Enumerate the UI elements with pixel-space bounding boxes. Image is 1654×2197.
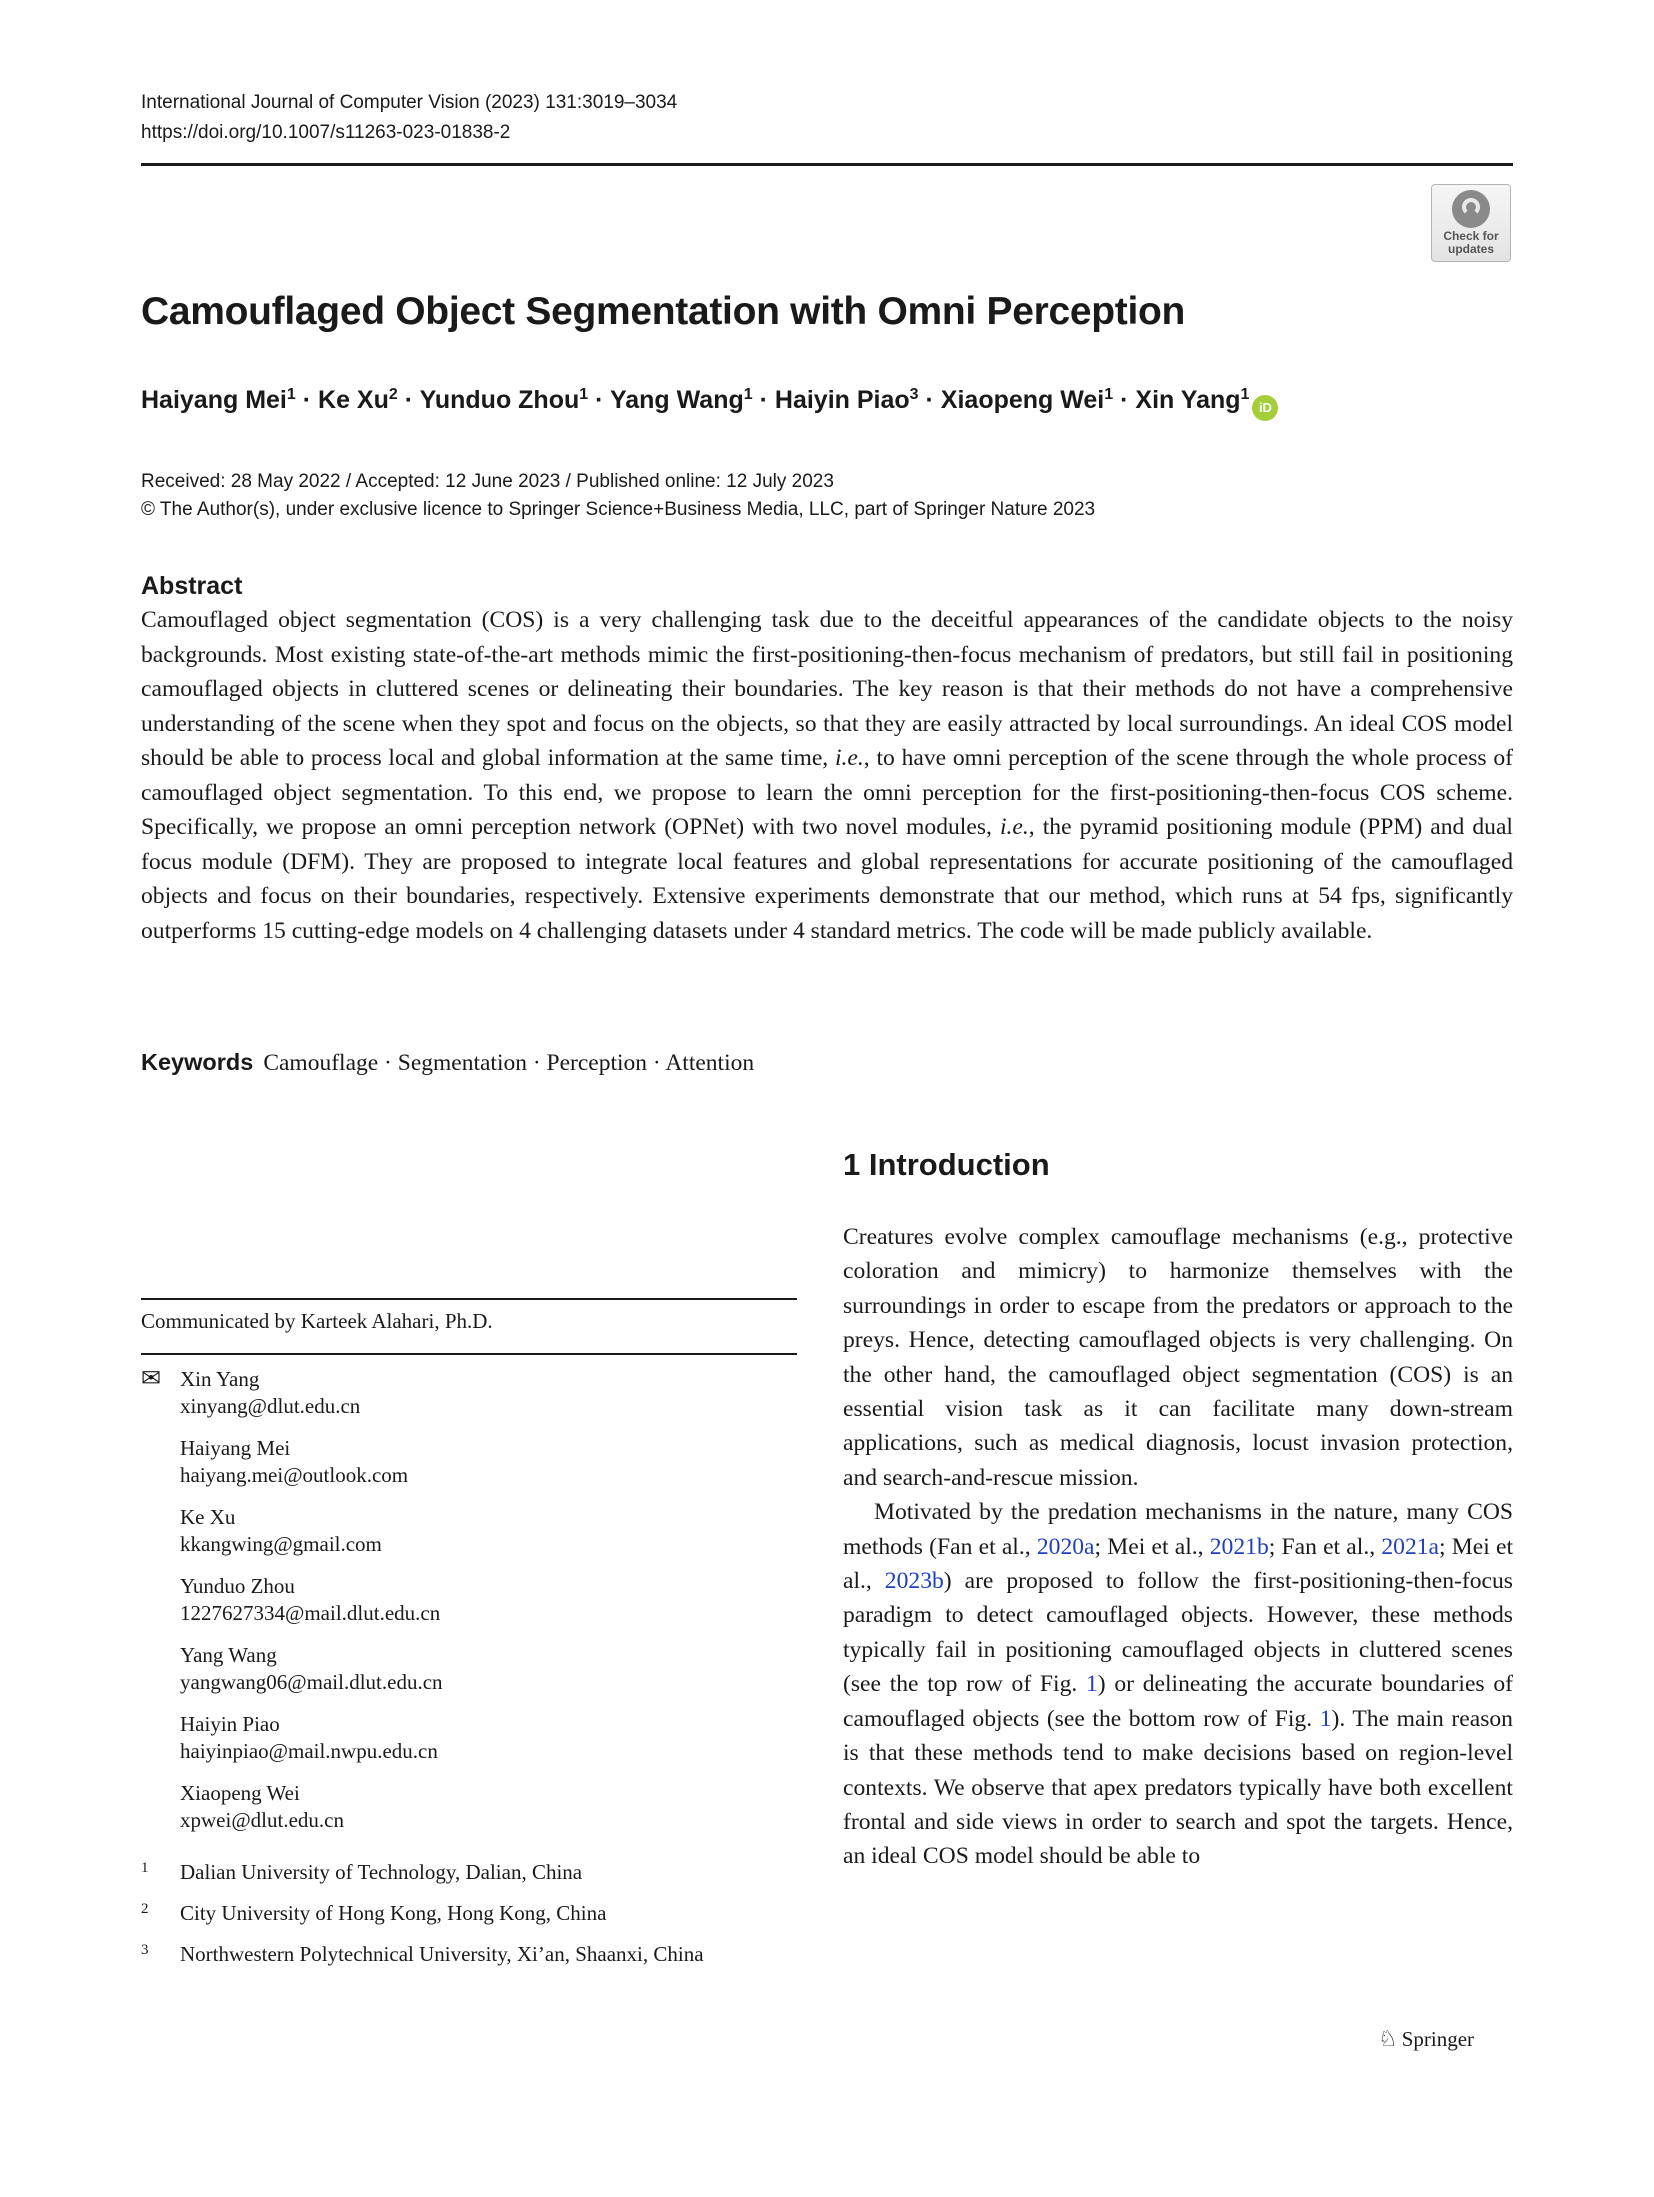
doi-link[interactable]: https://doi.org/10.1007/s11263-023-01838-2 <box>141 122 511 143</box>
citation-link[interactable]: 2021b <box>1209 1533 1269 1560</box>
intro-paragraph-1: Creatures evolve complex camouflage mechanisms (e.g., protective coloration and mimicry) to harmonize themselves with the surroundings in order to escape from the predators or approach to the preys. Hence, detecting camouflaged objects is very challenging. On the other hand, the camouflaged object segmentation (COS) is an essential vision task as it can facilitate many down-stream applications, such as medical diagnosis, locust invasion protection, and search-and-rescue mission. <box>843 1224 1513 1491</box>
author-name: Yunduo Zhou <box>419 386 580 414</box>
journal-citation: International Journal of Computer Vision (2023) 131:3019–3034 <box>141 92 678 113</box>
abstract-heading: Abstract <box>141 572 243 600</box>
author-affiliation-mark: 1 <box>743 386 753 403</box>
abstract-ie-2: i.e. <box>999 814 1029 840</box>
keywords-list: Camouflage · Segmentation · Perception · Attention <box>263 1050 755 1076</box>
intro-paragraph-2 <box>843 1495 1513 1873</box>
footnote-rule-top <box>141 1298 797 1300</box>
affiliations <box>141 1859 841 1982</box>
figure-link[interactable]: 1 <box>1085 1671 1098 1698</box>
citation-link[interactable]: 2020a <box>1036 1533 1095 1560</box>
author-name: Xin Yang <box>1135 386 1241 414</box>
contact-name: Xiaopeng Wei <box>180 1781 300 1805</box>
intro-text-span: ) are proposed to follow the first-positioning-then-focus paradigm to detect camouflaged objects. However, these methods typically fail in positioning camouflaged objects in cluttered scenes (see the top row of Fig. <box>843 1568 1513 1698</box>
affiliation-text: Dalian University of Technology, Dalian, China <box>180 1860 583 1884</box>
author-affiliation-mark: 3 <box>909 386 919 403</box>
footnote-rule-bottom <box>141 1353 797 1355</box>
intro-text-span: ; Mei et al., <box>1094 1533 1210 1560</box>
journal-header <box>141 88 677 148</box>
header-rule <box>141 163 1513 166</box>
envelope-icon: ✉ <box>141 1366 162 1392</box>
introduction-body <box>843 1220 1513 1874</box>
contact-email[interactable]: kkangwing@gmail.com <box>180 1532 382 1556</box>
keywords <box>141 1049 754 1077</box>
contact-entry <box>141 1573 801 1642</box>
author-list <box>141 386 1278 421</box>
contact-entry <box>141 1642 801 1711</box>
section-heading-introduction: 1 Introduction <box>843 1147 1050 1182</box>
figure-link[interactable]: 1 <box>1319 1705 1332 1732</box>
author-affiliation-mark: 2 <box>388 386 398 403</box>
check-updates-icon <box>1452 190 1490 228</box>
contact-entry <box>141 1435 801 1504</box>
author-name: Ke Xu <box>318 386 389 414</box>
author-separator: · <box>302 386 312 414</box>
springer-horse-icon: ♘ <box>1378 2026 1398 2051</box>
contact-name: Xin Yang <box>180 1367 260 1391</box>
abstract-body <box>141 603 1513 948</box>
author-affiliation-mark: 1 <box>1104 386 1114 403</box>
copyright-line: © The Author(s), under exclusive licence to Springer Science+Business Media, LLC, part of Springer Nature 2023 <box>141 499 1096 520</box>
author-separator: · <box>925 386 934 414</box>
abstract-text-1: Camouflaged object segmentation (COS) is a very challenging task due to the deceitful appearances of the candidate objects to the noisy backgrounds. Most existing state-of-the-art methods mimic the first-positioning-then-focus mechanism of predators, but still fail in positioning camouflaged objects in cluttered scenes or delineating their boundaries. The key reason is that their methods do not have a comprehensive understanding of the scene when they spot and focus on the objects, so that they are easily attracted by local surroundings. An ideal COS model should be able to process local and global information at the same time, <box>141 607 1513 771</box>
affiliation-number: 3 <box>141 1942 149 1958</box>
affiliation-entry <box>141 1941 841 1982</box>
intro-text-span: ). The main reason is that these methods tend to make decisions based on region-level contexts. We observe that apex predators typically have both excellent frontal and side views in order to search and spot the targets. Hence, an ideal COS model should be able to <box>843 1705 1513 1870</box>
intro-text-span: Motivated by the predation mechanisms in the nature, many COS methods (Fan et al., <box>843 1499 1513 1560</box>
author-separator: · <box>759 386 768 414</box>
author-separator: · <box>404 386 414 414</box>
contact-name: Ke Xu <box>180 1505 236 1529</box>
author-name: Yang Wang <box>609 386 744 414</box>
publication-dates <box>141 468 1095 524</box>
author-separator: · <box>595 386 604 414</box>
contact-name: Haiyin Piao <box>180 1712 280 1736</box>
contact-email[interactable]: xinyang@dlut.edu.cn <box>180 1394 361 1418</box>
author-separator: · <box>1120 386 1129 414</box>
affiliation-number: 1 <box>141 1860 149 1876</box>
paper-title: Camouflaged Object Segmentation with Omni Perception <box>141 290 1186 333</box>
author-contacts <box>141 1366 801 1849</box>
contact-email[interactable]: haiyinpiao@mail.nwpu.edu.cn <box>180 1739 438 1763</box>
communicated-by: Communicated by Karteek Alahari, Ph.D. <box>141 1309 493 1333</box>
affiliation-text: Northwestern Polytechnical University, Xi’an, Shaanxi, China <box>180 1942 704 1966</box>
history-line: Received: 28 May 2022 / Accepted: 12 June 2023 / Published online: 12 July 2023 <box>141 471 834 492</box>
contact-entry <box>141 1711 801 1780</box>
publisher-name: Springer <box>1401 2027 1475 2051</box>
author-name: Haiyin Piao <box>774 386 910 414</box>
badge-line-1: Check for <box>1443 229 1499 243</box>
keywords-label: Keywords <box>141 1049 254 1075</box>
intro-text-span: ; Mei et al., <box>843 1533 1514 1595</box>
contact-name: Yunduo Zhou <box>180 1574 295 1598</box>
affiliation-number: 2 <box>141 1901 149 1917</box>
contact-email[interactable]: xpwei@dlut.edu.cn <box>180 1808 344 1832</box>
author-affiliation-mark: 1 <box>286 386 296 403</box>
contact-entry <box>141 1780 801 1849</box>
contact-entry <box>141 1366 801 1435</box>
contact-email[interactable]: yangwang06@mail.dlut.edu.cn <box>180 1670 443 1694</box>
abstract-ie-1: i.e. <box>834 745 864 771</box>
affiliation-entry <box>141 1900 841 1941</box>
contact-email[interactable]: haiyang.mei@outlook.com <box>180 1463 409 1487</box>
badge-line-2: updates <box>1447 242 1494 256</box>
publisher-logo <box>1378 2026 1474 2052</box>
intro-text-span: ) or delineating the accurate boundaries of camouflaged objects (see the bottom row of Fig. <box>843 1671 1513 1732</box>
author-name: Haiyang Mei <box>141 386 287 414</box>
contact-name: Yang Wang <box>180 1643 277 1667</box>
orcid-icon[interactable]: iD <box>1252 395 1278 421</box>
abstract-text-3: , the pyramid positioning module (PPM) and dual focus module (DFM). They are proposed to integrate local features and global representations for accurate positioning of the camouflaged objects and focus on their boundaries, respectively. Extensive experiments demonstrate that our method, which runs at 54 fps, significantly outperforms 15 cutting-edge models on 4 challenging datasets under 4 standard metrics. The code will be made publicly available. <box>141 814 1513 944</box>
abstract-text-2: , to have omni perception of the scene through the whole process of camouflaged object segmentation. To this end, we propose to learn the omni perception for the first-positioning-then-focus COS scheme. Specifically, we propose an omni perception network (OPNet) with two novel modules, <box>141 745 1513 840</box>
affiliation-text: City University of Hong Kong, Hong Kong, China <box>180 1901 607 1925</box>
author-name: Xiaopeng Wei <box>940 386 1105 414</box>
contact-email[interactable]: 1227627334@mail.dlut.edu.cn <box>180 1601 441 1625</box>
affiliation-entry <box>141 1859 841 1900</box>
intro-text-span: ; Fan et al., <box>1268 1533 1382 1560</box>
author-affiliation-mark: 1 <box>579 386 589 403</box>
check-for-updates-badge[interactable] <box>1431 184 1511 262</box>
contact-name: Haiyang Mei <box>180 1436 291 1460</box>
citation-link[interactable]: 2023b <box>884 1568 944 1595</box>
citation-link[interactable]: 2021a <box>1381 1533 1440 1560</box>
author-affiliation-mark: 1 <box>1240 386 1250 403</box>
contact-entry <box>141 1504 801 1573</box>
